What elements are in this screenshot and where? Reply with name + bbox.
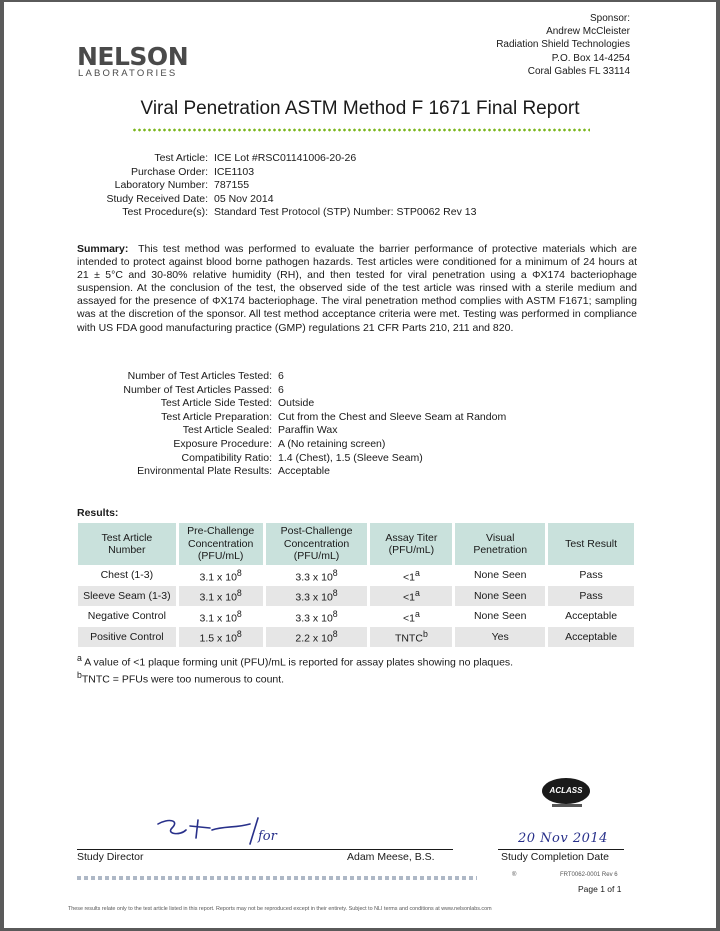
detail-value: A (No retaining screen) <box>278 437 386 450</box>
table-row <box>78 565 636 586</box>
detail-row <box>14 384 574 398</box>
info-label: Test Article: <box>154 152 208 164</box>
test-details <box>14 370 574 479</box>
director-signature-icon <box>150 814 300 848</box>
info-row <box>14 152 574 166</box>
detail-value: 1.4 (Chest), 1.5 (Sleeve Seam) <box>278 451 423 464</box>
director-signature-line <box>77 849 453 850</box>
cell-post: 3.3 x $10^8$ <box>266 606 370 627</box>
cell-visual: None Seen <box>455 606 547 627</box>
detail-label: Number of Test Articles Passed: <box>123 383 272 396</box>
info-value: 05 Nov 2014 <box>214 192 274 205</box>
cell-visual: None Seen <box>455 586 547 607</box>
col-test-article: Test Article Number <box>78 523 178 565</box>
results-table <box>77 523 637 647</box>
aclass-accreditation-icon: ACLASS <box>542 778 590 804</box>
detail-row <box>14 465 574 479</box>
detail-value: Paraffin Wax <box>278 424 338 437</box>
detail-row <box>14 424 574 438</box>
info-row <box>14 193 574 207</box>
cell-article: Positive Control <box>78 627 178 648</box>
cell-post: 2.2 x $10^8$ <box>266 627 370 648</box>
table-row <box>78 586 636 607</box>
info-value: Standard Test Protocol (STP) Number: STP0062 Rev 13 <box>214 206 477 219</box>
summary-paragraph <box>77 243 637 335</box>
detail-label: Environmental Plate Results: <box>137 465 272 478</box>
cell-result: Pass <box>548 565 636 586</box>
study-completion-label: Study Completion Date <box>501 851 609 863</box>
cell-titer: $<1^a$ <box>370 586 454 607</box>
sponsor-line: Andrew McCleister <box>546 26 630 38</box>
detail-label: Test Article Side Tested: <box>160 397 272 410</box>
cell-result: Pass <box>548 586 636 607</box>
detail-label: Test Article Preparation: <box>161 410 272 423</box>
form-number: FRT0062-0001 Rev 6 <box>560 872 618 878</box>
cell-titer: $<1^a$ <box>370 606 454 627</box>
sponsor-line: Coral Gables FL 33114 <box>527 65 630 77</box>
date-signature-line <box>498 849 624 850</box>
footnotes <box>77 652 513 686</box>
info-label: Laboratory Number: <box>114 179 208 192</box>
cell-article: Sleeve Seam (1-3) <box>78 586 178 607</box>
info-label: Study Received Date: <box>106 192 208 205</box>
test-info <box>14 152 574 220</box>
cell-titer: TNTC$^b$ <box>370 627 454 648</box>
cell-pre: 3.1 x $10^8$ <box>179 606 265 627</box>
info-row <box>14 206 574 220</box>
col-test-result: Test Result <box>548 523 636 565</box>
summary-text: This test method was performed to evaluate the barrier performance of protective materials which are intended to protect against blood borne pathogen hazards. Test articles were conditioned for a minimum of 24 hours at 21 ± 5°C and 30-80% relative humidity (RH), and then tested for viral penetration using a ΦX174 bacteriophage suspension. At the conclusion of the test, the observed side of the test article was rinsed with a sterile medium and assayed for the presence of ΦX174 bacteriophage. The viral penetration method complies with ASTM F1671; sampling was at the discretion of the sponsor. All test method acceptance criteria were met. Testing was performed in compliance with US FDA good manufacturing practice (GMP) regulations 21 CFR Parts 210, 211 and 820. <box>77 243 637 334</box>
col-post-challenge: Post-Challenge Concentration (PFU/mL) <box>266 523 370 565</box>
col-assay-titer: Assay Titer (PFU/mL) <box>370 523 454 565</box>
page-number: Page 1 of 1 <box>578 884 622 894</box>
detail-value: 6 <box>278 383 284 396</box>
table-row <box>78 627 636 648</box>
detail-row <box>14 452 574 466</box>
col-pre-challenge: Pre-Challenge Concentration (PFU/mL) <box>179 523 265 565</box>
detail-value: 6 <box>278 370 284 382</box>
detail-value: Cut from the Chest and Sleeve Seam at Random <box>278 410 507 423</box>
cell-article: Negative Control <box>78 606 178 627</box>
sponsor-line: P.O. Box 14-4254 <box>551 52 630 64</box>
info-label: Test Procedure(s): <box>122 206 208 219</box>
detail-value: Outside <box>278 397 315 410</box>
detail-row <box>14 397 574 411</box>
study-director-name: Adam Meese, B.S. <box>347 851 435 863</box>
results-heading: Results: <box>77 507 119 519</box>
cell-visual: None Seen <box>455 565 547 586</box>
col-visual-penetration: Visual Penetration <box>455 523 547 565</box>
report-page <box>4 2 716 928</box>
cell-pre: 3.1 x $10^8$ <box>179 586 265 607</box>
nelson-logo-subtitle: LABORATORIES <box>78 68 178 79</box>
footnote-b: $^b$TNTC = PFUs were too numerous to count. <box>77 670 285 686</box>
cell-pre: 3.1 x $10^8$ <box>179 565 265 586</box>
summary-heading: Summary: <box>77 243 129 255</box>
dotted-divider <box>132 128 590 132</box>
results-header-row <box>78 523 636 565</box>
detail-row <box>14 438 574 452</box>
detail-label: Number of Test Articles Tested: <box>127 370 272 382</box>
footer-disclaimer: These results relate only to the test article listed in this report. Reports may not be reproduced except in their entirety. Subject to NLI terms and conditions at www.nelsonlabs.com <box>68 906 492 912</box>
cell-result: Acceptable <box>548 606 636 627</box>
info-value: 787155 <box>214 179 250 192</box>
footnote-a: $^a$ A value of <1 plaque forming unit (PFU)/mL is reported for assay plates showing no plaques. <box>77 653 514 669</box>
info-value: ICE Lot #RSC01141006-20-26 <box>214 152 357 164</box>
study-director-label: Study Director <box>77 851 144 863</box>
aclass-underline <box>552 804 582 807</box>
cell-pre: 1.5 x $10^8$ <box>179 627 265 648</box>
cell-result: Acceptable <box>548 627 636 648</box>
sponsor-block <box>380 12 630 78</box>
footer-mark: ® <box>512 872 517 878</box>
sponsor-line: Sponsor: <box>589 13 630 24</box>
report-title: Viral Penetration ASTM Method F 1671 Final Report <box>140 98 580 119</box>
table-row <box>78 606 636 627</box>
cell-article: Chest (1-3) <box>78 565 178 586</box>
info-label: Purchase Order: <box>130 165 208 178</box>
cell-titer: $<1^a$ <box>370 565 454 586</box>
detail-row <box>14 411 574 425</box>
cell-visual: Yes <box>455 627 547 648</box>
completion-date-handwritten: 20 Nov 2014 <box>518 831 608 846</box>
sponsor-line: Radiation Shield Technologies <box>496 39 630 51</box>
detail-label: Test Article Sealed: <box>182 424 272 437</box>
cell-post: 3.3 x $10^8$ <box>266 565 370 586</box>
info-row <box>14 166 574 180</box>
detail-label: Compatibility Ratio: <box>181 451 272 464</box>
detail-label: Exposure Procedure: <box>173 437 272 450</box>
detail-value: Acceptable <box>278 465 330 478</box>
footer-address-line <box>77 876 477 880</box>
detail-row <box>14 370 574 384</box>
info-value: ICE1103 <box>214 165 255 178</box>
info-row <box>14 179 574 193</box>
cell-post: 3.3 x $10^8$ <box>266 586 370 607</box>
signature-for-text: for <box>258 829 277 844</box>
nelson-logo: NELSON <box>77 42 189 71</box>
